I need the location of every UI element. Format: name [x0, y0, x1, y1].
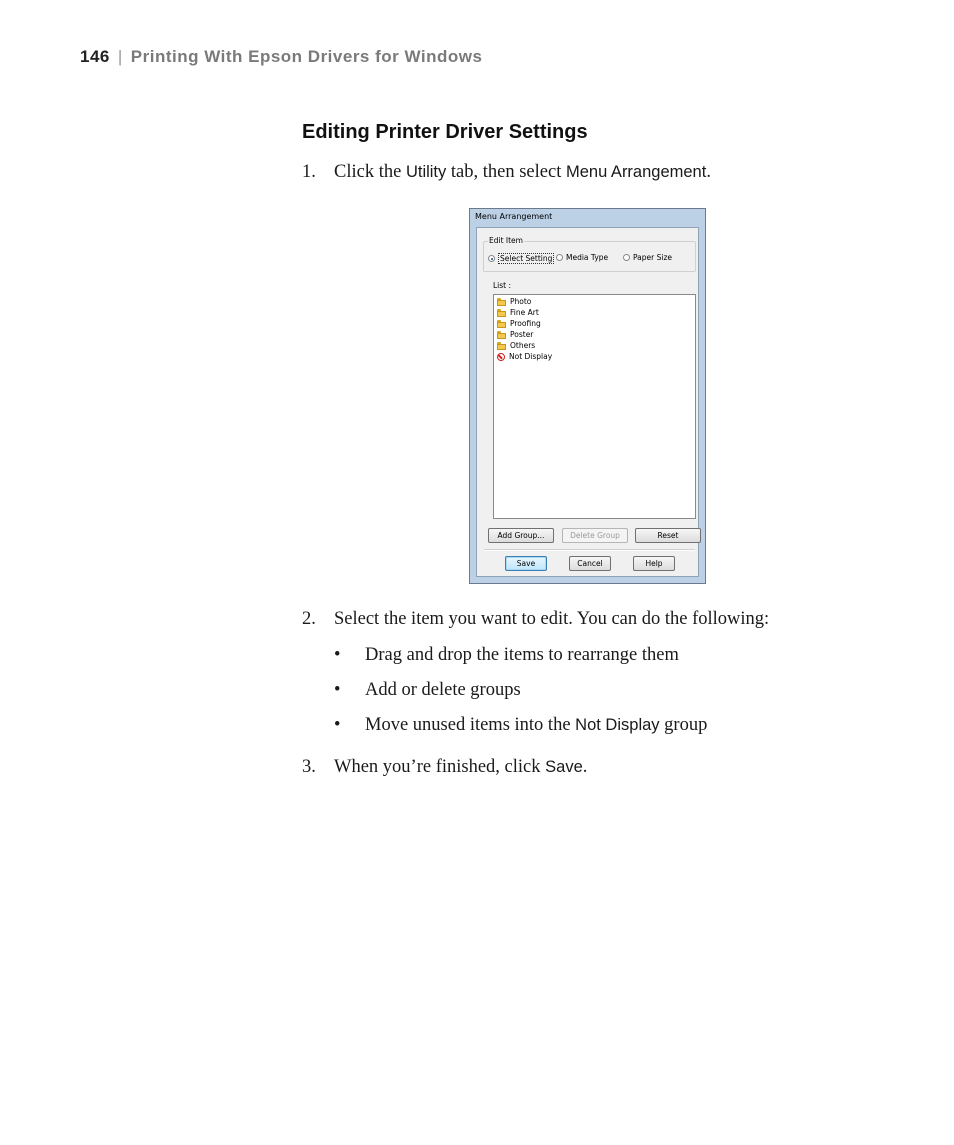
reset-button[interactable]: Reset [635, 528, 701, 543]
ui-term-save: Save [545, 758, 583, 776]
dialog-body [476, 227, 699, 577]
menu-arrangement-dialog [469, 208, 706, 584]
radio-select-setting[interactable] [488, 253, 554, 264]
list-item-poster[interactable] [497, 330, 533, 339]
radio-label: Media Type [566, 253, 609, 262]
radio-selected-icon [488, 255, 495, 262]
step-3 [302, 757, 587, 778]
bullet-text: group [659, 715, 708, 735]
folder-icon [497, 331, 506, 339]
folder-icon [497, 320, 506, 328]
list-item-photo[interactable] [497, 297, 531, 306]
step-text: . [706, 162, 711, 182]
bullet-item [334, 680, 521, 701]
list-item-not-display[interactable] [497, 352, 552, 361]
save-button[interactable]: Save [505, 556, 547, 571]
radio-unselected-icon [556, 254, 563, 261]
step-number: 3. [302, 757, 316, 777]
edit-item-label: Edit Item [489, 236, 523, 245]
folder-icon [497, 309, 506, 317]
list-item-label: Not Display [509, 352, 553, 361]
ui-term-not-display: Not Display [575, 716, 660, 734]
radio-unselected-icon [623, 254, 630, 261]
bullet-text: Drag and drop the items to rearrange them [365, 645, 679, 665]
step-number: 2. [302, 609, 316, 629]
header-separator: | [117, 47, 123, 66]
page-number: 146 [80, 47, 110, 66]
step-text: When you’re finished, click [334, 757, 546, 777]
radio-label: Paper Size [633, 253, 673, 262]
radio-label: Select Setting [500, 254, 553, 263]
folder-icon [497, 342, 506, 350]
step-2 [302, 609, 769, 630]
step-number: 1. [302, 162, 316, 182]
step-text: Click the [334, 162, 406, 182]
list-label: List : [493, 281, 512, 290]
list-item-label: Proofing [510, 319, 541, 328]
help-button[interactable]: Help [633, 556, 675, 571]
ui-term-utility: Utility [405, 163, 447, 181]
no-display-icon [497, 353, 505, 361]
radio-media-type[interactable] [556, 253, 608, 262]
folder-icon [497, 298, 506, 306]
step-text: Select the item you want to edit. You can do the following: [334, 609, 770, 629]
step-1 [302, 162, 711, 183]
list-item-label: Fine Art [510, 308, 539, 317]
bullet-marker: • [334, 680, 341, 700]
dialog-title: Menu Arrangement [475, 212, 553, 221]
list-item-others[interactable] [497, 341, 535, 350]
bullet-item [334, 715, 707, 736]
delete-group-button[interactable]: Delete Group [562, 528, 628, 543]
menu-list[interactable] [493, 294, 696, 519]
list-item-label: Photo [510, 297, 532, 306]
bullet-text: Move unused items into the [365, 715, 576, 735]
bullet-marker: • [334, 645, 341, 665]
running-header [80, 47, 482, 67]
list-item-label: Poster [510, 330, 534, 339]
section-heading: Editing Printer Driver Settings [302, 121, 588, 143]
add-group-button[interactable]: Add Group... [488, 528, 554, 543]
ui-term-menu-arrangement: Menu Arrangement [565, 163, 707, 181]
button-divider [484, 549, 695, 551]
chapter-title: Printing With Epson Drivers for Windows [130, 47, 483, 66]
list-item-label: Others [510, 341, 536, 350]
step-text: . [582, 757, 588, 777]
cancel-button[interactable]: Cancel [569, 556, 611, 571]
radio-paper-size[interactable] [623, 253, 672, 262]
list-item-proofing[interactable] [497, 319, 541, 328]
bullet-marker: • [334, 715, 341, 735]
step-text: tab, then select [446, 162, 566, 182]
bullet-item [334, 645, 679, 666]
bullet-text: Add or delete groups [365, 680, 521, 700]
list-item-fine-art[interactable] [497, 308, 539, 317]
